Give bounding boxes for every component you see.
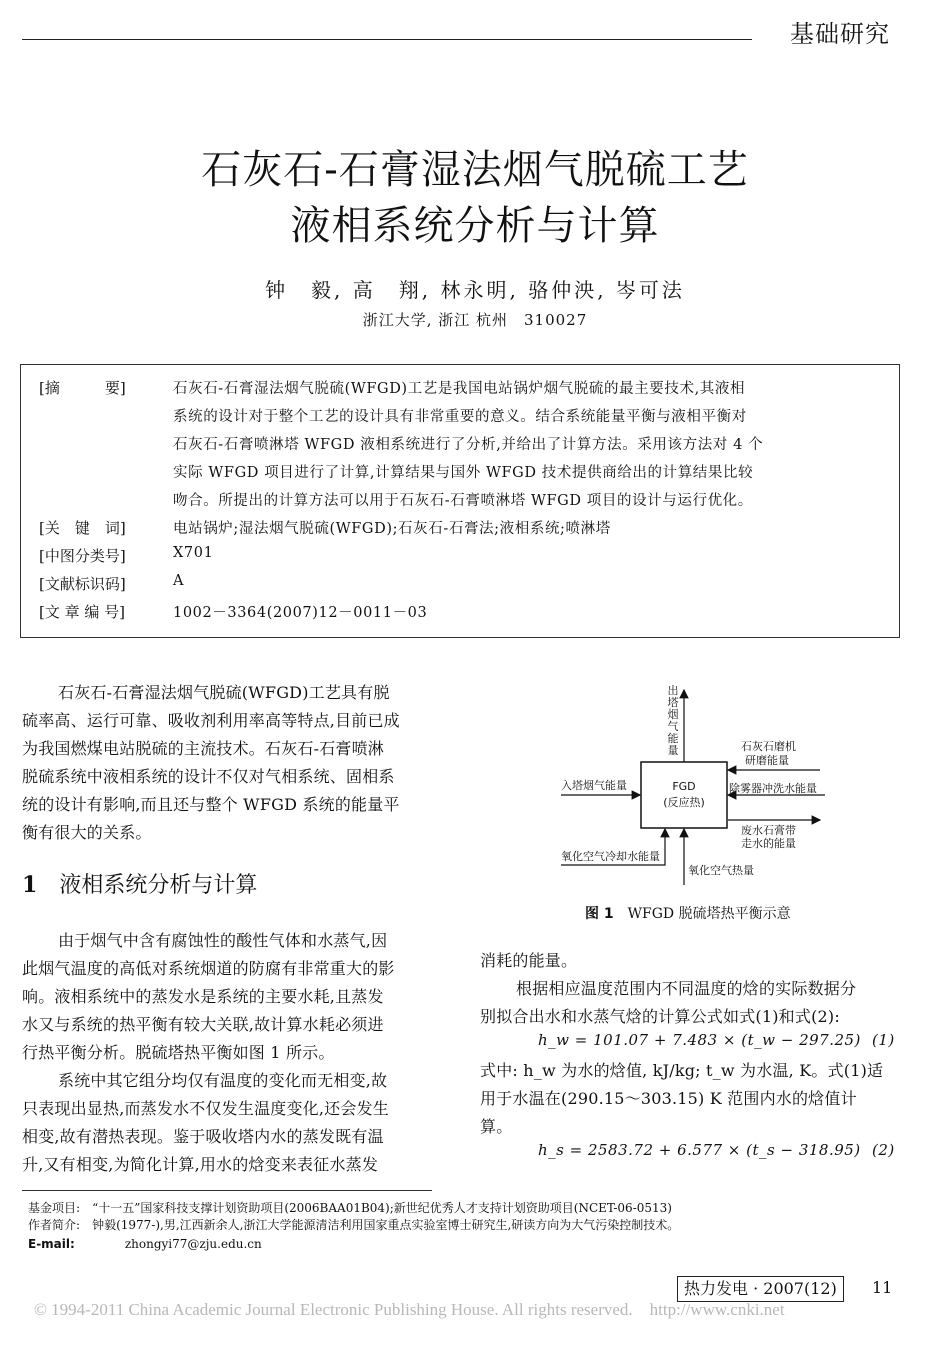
right-in-label-1: 石灰石磨机 bbox=[741, 740, 796, 753]
left-in-label: 入塔烟气能量 bbox=[561, 779, 627, 792]
right-mid-label: 除雾器冲洗水能量 bbox=[729, 782, 817, 795]
author-list: 钟 毅, 高 翔, 林永明, 骆仲泱, 岑可法 bbox=[265, 278, 685, 302]
article-number-label: [文 章 编 号] bbox=[39, 603, 126, 621]
bottom-left-label: 氧化空气冷却水能量 bbox=[561, 850, 660, 863]
paragraph-line: 由于烟气中含有腐蚀性的酸性气体和水蒸气,因 bbox=[58, 931, 388, 950]
paragraph-line: 升,又有相变,为简化计算,用水的焓变来表征水蒸发 bbox=[22, 1155, 379, 1174]
doc-code-value: A bbox=[173, 573, 185, 589]
header-rule bbox=[22, 39, 752, 40]
footnote-rule bbox=[22, 1190, 432, 1191]
right-in-label-2: 研磨能量 bbox=[745, 754, 789, 767]
figure-number: 图 1 bbox=[585, 906, 614, 922]
email-label: E-mail: bbox=[28, 1237, 75, 1251]
section-title: 液相系统分析与计算 bbox=[59, 873, 258, 898]
svg-text:烟: 烟 bbox=[667, 708, 679, 721]
email-address[interactable]: zhongyi77@zju.edu.cn bbox=[124, 1237, 262, 1251]
section-heading bbox=[22, 868, 257, 899]
svg-text:气: 气 bbox=[667, 720, 679, 733]
paper-title-line2: 液相系统分析与计算 bbox=[290, 203, 660, 249]
abstract-line: 石灰石-石膏喷淋塔 WFGD 液相系统进行了分析,并给出了计算方法。采用该方法对 4 个 bbox=[173, 437, 764, 453]
bottom-right-label: 氧化空气热量 bbox=[688, 864, 754, 877]
intro-line: 脱硫系统中液相系统的设计不仅对气相系统、固相系 bbox=[22, 767, 395, 786]
email-note bbox=[28, 1237, 262, 1251]
copyright-watermark: © 1994-2011 China Academic Journal Electronic Publishing House. All rights reserved. http://www.cnki.net bbox=[34, 1300, 785, 1319]
author-note bbox=[28, 1216, 679, 1233]
page-number: 11 bbox=[872, 1278, 893, 1297]
author-text: 钟毅(1977-),男,江西新余人,浙江大学能源清洁利用国家重点实验室博士研究生,研读方向为大气污染控制技术。 bbox=[92, 1218, 680, 1232]
intro-line: 衡有很大的关系。 bbox=[22, 823, 152, 842]
paragraph-line: 系统中其它组分均仅有温度的变化而无相变,故 bbox=[58, 1071, 388, 1090]
fgd-reaction-heat: (反应热) bbox=[663, 796, 705, 809]
intro-line: 石灰石-石膏湿法烟气脱硫(WFGD)工艺具有脱 bbox=[58, 683, 390, 702]
fgd-label: FGD bbox=[672, 780, 696, 793]
paragraph-line: 消耗的能量。 bbox=[480, 951, 578, 970]
paragraph-line: 用于水温在(290.15～303.15) K 范围内水的焓值计 bbox=[480, 1089, 857, 1108]
paragraph-line: 响。液相系统中的蒸发水是系统的主要水耗,且蒸发 bbox=[22, 987, 384, 1006]
abstract-line: 吻合。所提出的计算方法可以用于石灰石-石膏喷淋塔 WFGD 项目的设计与运行优化。 bbox=[173, 493, 753, 509]
figure-heat-balance bbox=[555, 680, 845, 895]
formula-1-number: (1) bbox=[872, 1031, 895, 1049]
top-out-label bbox=[668, 683, 679, 757]
abstract-line: 实际 WFGD 项目进行了计算,计算结果与国外 WFGD 技术提供商给出的计算结果比较 bbox=[173, 465, 754, 481]
journal-citation: 热力发电 · 2007(12) bbox=[677, 1276, 844, 1302]
figure-caption-text: WFGD 脱硫塔热平衡示意 bbox=[627, 906, 791, 922]
fund-text: “十一五”国家科技支撑计划资助项目(2006BAA01B04);新世纪优秀人才支持计划资助项目(NCET-06-0513) bbox=[92, 1201, 672, 1215]
abstract-label: [摘 要] bbox=[39, 379, 126, 397]
doc-code-label: [文献标识码] bbox=[39, 575, 126, 593]
paragraph-line: 只表现出显热,而蒸发水不仅发生温度变化,还会发生 bbox=[22, 1099, 389, 1118]
svg-text:塔: 塔 bbox=[667, 696, 679, 709]
fund-note bbox=[28, 1199, 672, 1216]
article-number-value: 1002－3364(2007)12－0011－03 bbox=[173, 605, 428, 621]
paragraph-line: 算。 bbox=[480, 1117, 513, 1136]
paragraph-line: 此烟气温度的高低对系统烟道的防腐有非常重大的影 bbox=[22, 959, 395, 978]
paragraph-line: 水又与系统的热平衡有较大关联,故计算水耗必须进 bbox=[22, 1015, 384, 1034]
svg-text:能: 能 bbox=[667, 732, 679, 745]
paragraph-line: 相变,故有潜热表现。鉴于吸收塔内水的蒸发既有温 bbox=[22, 1127, 384, 1146]
keywords-label: [关 键 词] bbox=[39, 519, 126, 537]
clc-value: X701 bbox=[173, 545, 214, 561]
paragraph-line: 式中: h_w 为水的焓值, kJ/kg; t_w 为水温, K。式(1)适 bbox=[480, 1061, 884, 1080]
svg-text:出: 出 bbox=[667, 684, 679, 697]
right-out-label-2: 走水的能量 bbox=[741, 837, 796, 850]
figure-caption bbox=[585, 903, 791, 923]
abstract-line: 石灰石-石膏湿法烟气脱硫(WFGD)工艺是我国电站锅炉烟气脱硫的最主要技术,其液相 bbox=[173, 381, 746, 397]
abstract-box bbox=[20, 364, 900, 638]
clc-label: [中图分类号] bbox=[39, 547, 126, 565]
paper-title-line1: 石灰石-石膏湿法烟气脱硫工艺 bbox=[201, 147, 749, 193]
section-label: 基础研究 bbox=[790, 20, 890, 48]
abstract-line: 系统的设计对于整个工艺的设计具有非常重要的意义。结合系统能量平衡与液相平衡对 bbox=[173, 409, 747, 425]
section-number: 1 bbox=[22, 872, 38, 898]
formula-1: h_w = 101.07 + 7.483 × (t_w − 297.25) bbox=[538, 1031, 861, 1049]
formula-2: h_s = 2583.72 + 6.577 × (t_s − 318.95) bbox=[538, 1141, 861, 1159]
formula-2-number: (2) bbox=[872, 1141, 895, 1159]
fgd-box bbox=[641, 762, 727, 828]
right-out-label-1: 废水石膏带 bbox=[741, 824, 796, 837]
paragraph-line: 根据相应温度范围内不同温度的焓的实际数据分 bbox=[516, 979, 857, 998]
paragraph-line: 别拟合出水和水蒸气焓的计算公式如式(1)和式(2): bbox=[480, 1007, 840, 1026]
fund-label: 基金项目: bbox=[28, 1201, 81, 1215]
affiliation: 浙江大学, 浙江 杭州 310027 bbox=[362, 311, 588, 329]
intro-line: 硫率高、运行可靠、吸收剂利用率高等特点,目前已成 bbox=[22, 711, 400, 730]
keywords: 电站锅炉;湿法烟气脱硫(WFGD);石灰石-石膏法;液相系统;喷淋塔 bbox=[173, 521, 611, 537]
svg-text:量: 量 bbox=[667, 744, 679, 757]
author-label: 作者简介: bbox=[28, 1218, 81, 1232]
paragraph-line: 行热平衡分析。脱硫塔热平衡如图 1 所示。 bbox=[22, 1043, 335, 1062]
intro-line: 统的设计有影响,而且还与整个 WFGD 系统的能量平 bbox=[22, 795, 400, 814]
intro-line: 为我国燃煤电站脱硫的主流技术。石灰石-石膏喷淋 bbox=[22, 739, 385, 758]
